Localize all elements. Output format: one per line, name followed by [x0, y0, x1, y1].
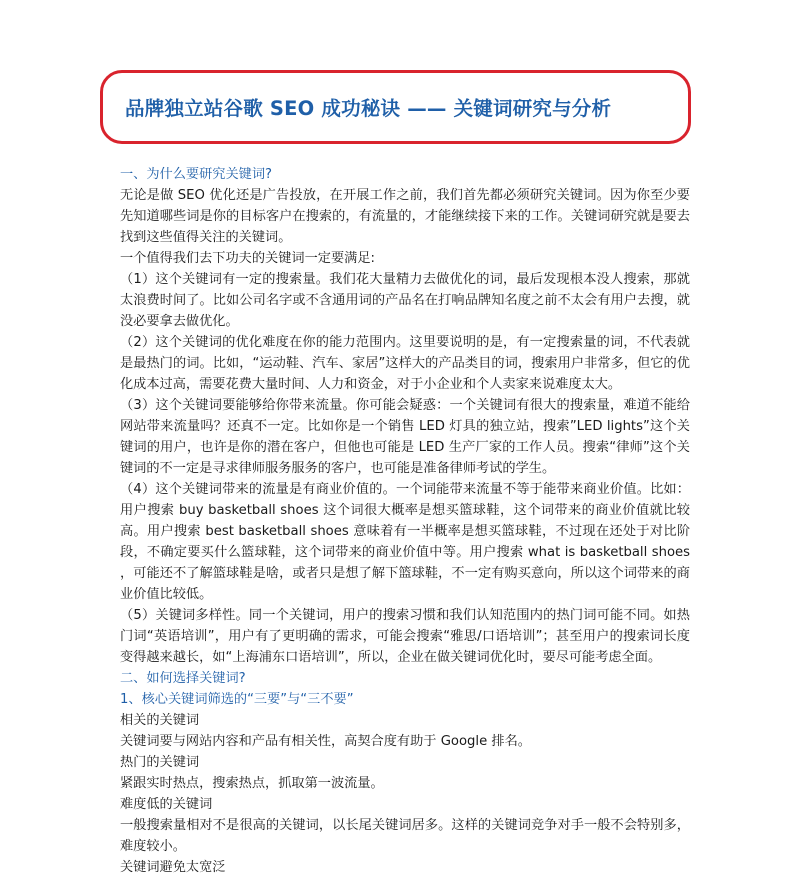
paragraph-criterion-5: （5）关键词多样性。同一个关键词，用户的搜索习惯和我们认知范围内的热门词可能不同。如热门词“英语培训”，用户有了更明确的需求，可能会搜索“雅思/口语培训”；甚至用户的搜索词长度变得越来越长，如“上海浦东口语培训”，所以，企业在做关键词优化时，要尽可能考虑全面。 [120, 608, 690, 665]
document-title: 品牌独立站谷歌 SEO 成功秘诀 —— 关键词研究与分析 [125, 97, 612, 120]
paragraph-criterion-3: （3）这个关键词要能够给你带来流量。你可能会疑惑：一个关键词有很大的搜索量，难道不能给网站带来流量吗？还真不一定。比如你是一个销售 LED 灯具的独立站，搜索”LED lights”这个关键词的用户，也许是你的潜在客户，但他也可能是 LED 生产厂家的工作人员。搜索“律师”这个关键词的不一定是寻求律师服务服务的客户，也可能是准备律师考试的学生。 [120, 398, 690, 476]
paragraph-lowdiff-desc: 一般搜索量相对不是很高的关键词，以长尾关键词居多。这样的关键词竞争对手一般不会特别多，难度较小。 [120, 818, 690, 854]
paragraph-criteria-intro: 一个值得我们去下功夫的关键词一定要满足: [120, 251, 376, 266]
paragraph-hot-title: 热门的关键词 [120, 755, 200, 770]
paragraph-avoid-broad: 关键词避免太宽泛 [120, 860, 226, 875]
paragraph-hot-desc: 紧跟实时热点，搜索热点，抓取第一波流量。 [120, 776, 384, 791]
paragraph-relevant-title: 相关的关键词 [120, 713, 200, 728]
paragraph-criterion-1: （1）这个关键词有一定的搜索量。我们花大量精力去做优化的词，最后发现根本没人搜索，那就太浪费时间了。比如公司名字或不含通用词的产品名在打响品牌知名度之前不太会有用户去搜，就没必要拿去做优化。 [120, 272, 690, 329]
paragraph-lowdiff-title: 难度低的关键词 [120, 797, 213, 812]
paragraph-intro: 无论是做 SEO 优化还是广告投放，在开展工作之前，我们首先都必须研究关键词。因为你至少要先知道哪些词是你的目标客户在搜索的，有流量的，才能继续接下来的工作。关键词研究就是要去找到这些值得关注的关键词。 [120, 188, 690, 245]
paragraph-criterion-2: （2）这个关键词的优化难度在你的能力范围内。这里要说明的是，有一定搜索量的词，不代表就是最热门的词。比如，“运动鞋、汽车、家居”这样大的产品类目的词，搜索用户非常多，但它的优化成本过高，需要花费大量时间、人力和资金，对于小企业和个人卖家来说难度太大。 [120, 335, 690, 392]
document-title-box [100, 70, 691, 144]
paragraph-criterion-4: （4）这个关键词带来的流量是有商业价值的。一个词能带来流量不等于能带来商业价值。比如：用户搜索 buy basketball shoes 这个词很大概率是想买篮球鞋，这个词带来的商业价值就比较高。用户搜索 best basketball shoes 意味着有一半概率是想买篮球鞋，不过现在还处于对比阶段，不确定要买什么篮球鞋，这个词带来的商业价值中等。用户搜索 what is basketball shoes ，可能还不了解篮球鞋是啥，或者只是想了解下篮球鞋，不一定有购买意向，所以这个词带来的商业价值比较低。 [120, 482, 690, 602]
section-heading-how: 二、如何选择关键词? [120, 671, 246, 686]
paragraph-relevant-desc: 关键词要与网站内容和产品有相关性，高契合度有助于 Google 排名。 [120, 734, 531, 749]
section-heading-why: 一、为什么要研究关键词? [120, 167, 273, 182]
subsection-heading-core: 1、核心关键词筛选的“三要”与“三不要” [120, 692, 354, 707]
document-body [120, 164, 690, 878]
